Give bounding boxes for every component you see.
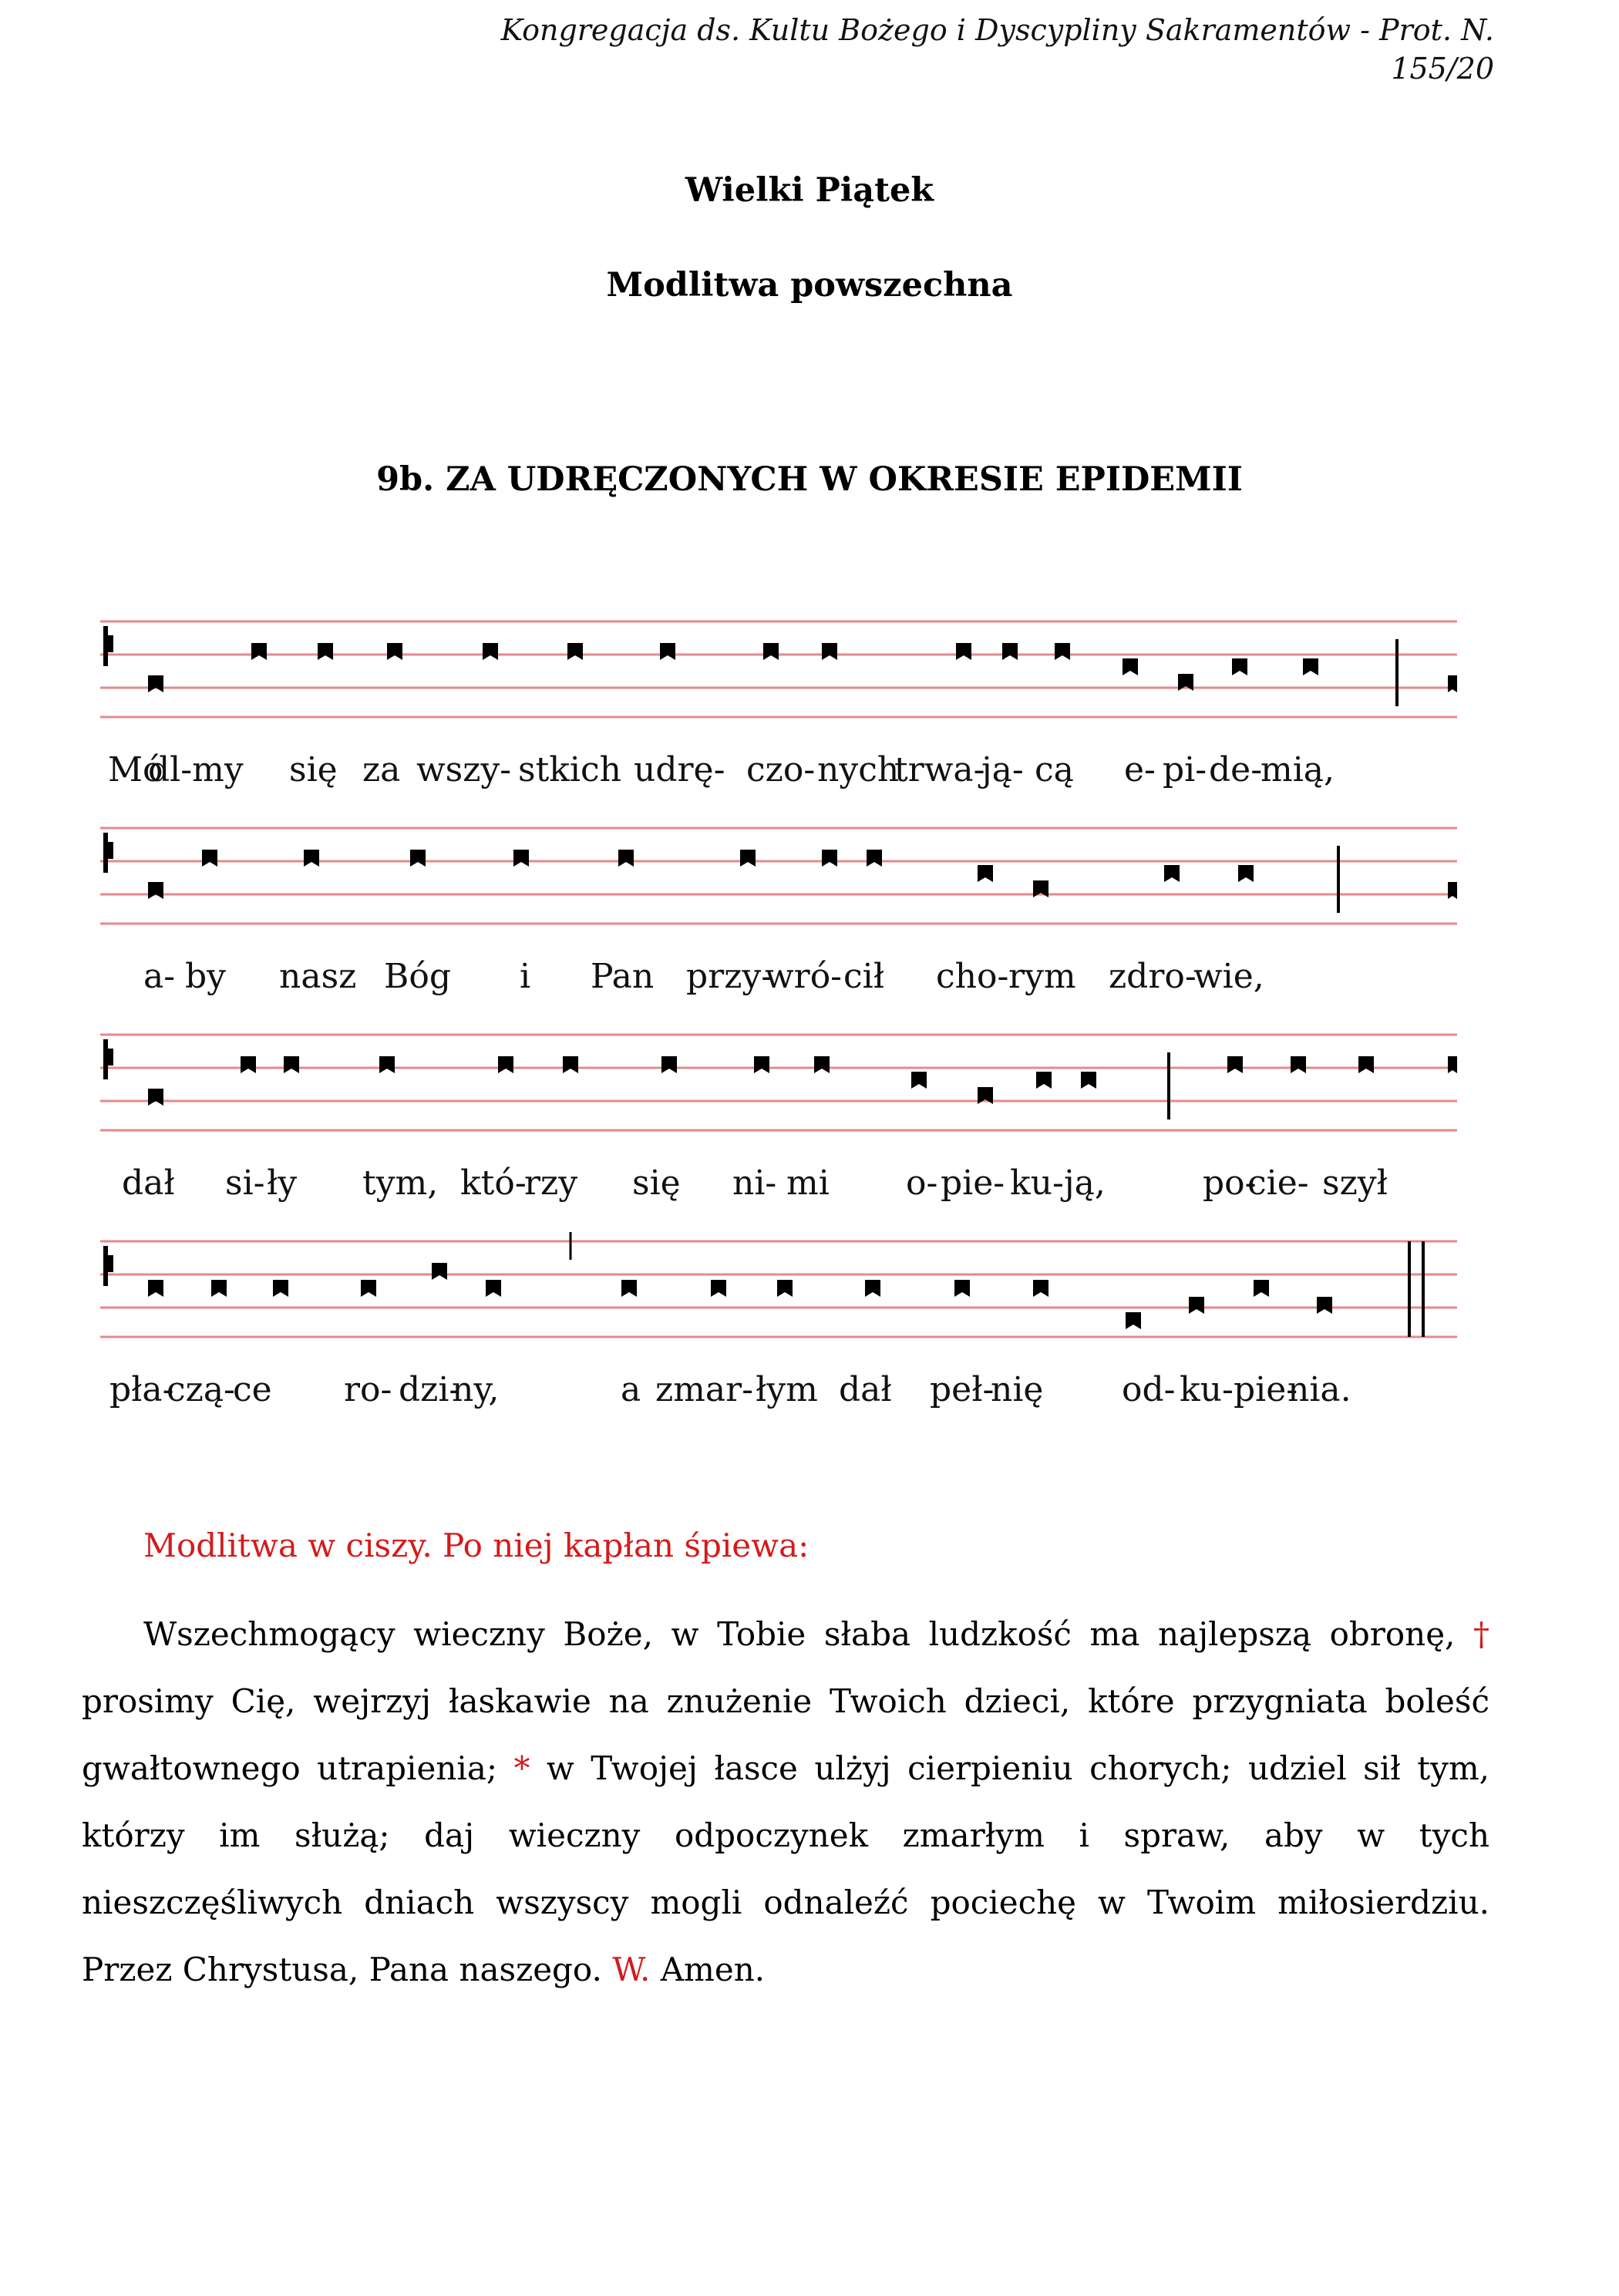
syllable: dzi- xyxy=(399,1370,461,1409)
syllable: zdro- xyxy=(1109,957,1197,996)
syllable: przy- xyxy=(686,957,773,996)
syllable: ni- xyxy=(732,1163,777,1203)
section-title: 9b. ZA UDRĘCZONYCH W OKRESIE EPIDEMII xyxy=(376,460,1243,499)
syllable: pi- xyxy=(1163,750,1207,789)
syllable: a xyxy=(621,1370,641,1409)
syllable: e- xyxy=(1124,750,1156,789)
syllable: się xyxy=(289,750,338,789)
amen-text: Amen. xyxy=(650,1951,766,1988)
syllable: o- xyxy=(906,1163,938,1203)
chant-staff-4 xyxy=(100,1232,1457,1340)
syllable: ją, xyxy=(1064,1163,1106,1203)
syllable: stkich xyxy=(518,750,621,789)
syllable: dał xyxy=(839,1370,892,1409)
prayer-text xyxy=(82,1601,1489,2003)
c-clef-icon xyxy=(103,626,113,666)
syllable: by xyxy=(185,957,227,996)
syllable: wszy- xyxy=(416,750,512,789)
staff-notation-3 xyxy=(100,1025,1457,1133)
syllable: ce xyxy=(233,1370,272,1409)
syllable: ją- xyxy=(981,750,1024,789)
syllable: rym xyxy=(1008,957,1076,996)
prayer-part-1: Wszechmogący wieczny Boże, w Tobie słaba ludzkość ma najlepszą obronę, xyxy=(143,1615,1473,1653)
chant-lyrics-4 xyxy=(100,1369,1473,1415)
staff-notation-2 xyxy=(100,819,1457,927)
cross-mark: † xyxy=(1473,1615,1489,1653)
syllable: od- xyxy=(1122,1370,1176,1409)
prayer-part-2: prosimy Cię, wejrzyj łaskawie na znużenie Twoich dzieci, które przygniata boleść gwałtownego utrapienia; xyxy=(82,1682,1489,1787)
syllable: wró- xyxy=(765,957,843,996)
chant-staff-3 xyxy=(100,1025,1457,1133)
syllable: udrę- xyxy=(634,750,725,789)
syllable: peł- xyxy=(930,1370,995,1409)
syllable: Mó xyxy=(108,750,163,789)
syllable: mią, xyxy=(1261,750,1335,789)
syllable: cił xyxy=(843,957,884,996)
chant-staff-2 xyxy=(100,819,1457,927)
syllable: de- xyxy=(1209,750,1263,789)
syllable: dał xyxy=(122,1163,175,1203)
asterisk-mark: * xyxy=(513,1749,530,1787)
syllable: czo- xyxy=(746,750,816,789)
staff-notation-1 xyxy=(100,612,1457,720)
syllable: ny, xyxy=(452,1370,500,1409)
syllable: a- xyxy=(143,957,176,996)
staff-notation-4 xyxy=(100,1232,1457,1340)
chant-lyrics-3 xyxy=(100,1162,1473,1208)
syllable: się xyxy=(632,1163,681,1203)
c-clef-icon xyxy=(103,833,113,873)
syllable: łym xyxy=(756,1370,818,1409)
syllable: po- xyxy=(1203,1163,1257,1203)
page-title: Wielki Piątek xyxy=(685,171,934,210)
syllable: któ- xyxy=(460,1163,527,1203)
chant-staff-1 xyxy=(100,612,1457,720)
syllable: cho- xyxy=(936,957,1009,996)
syllable: si- xyxy=(225,1163,265,1203)
syllable: za xyxy=(362,750,401,789)
chant-lyrics-1 xyxy=(100,749,1473,795)
syllable: nych xyxy=(817,750,900,789)
syllable: tym, xyxy=(362,1163,439,1203)
syllable: Bóg xyxy=(384,957,451,996)
syllable: zmar- xyxy=(655,1370,754,1409)
syllable: pła- xyxy=(109,1370,174,1409)
syllable: pie- xyxy=(1234,1370,1298,1409)
syllable: nasz xyxy=(279,957,357,996)
syllable: nia. xyxy=(1287,1370,1351,1409)
response-mark: W. xyxy=(612,1951,651,1988)
syllable: ku- xyxy=(1010,1163,1064,1203)
syllable: ku- xyxy=(1180,1370,1234,1409)
syllable: cie- xyxy=(1247,1163,1309,1203)
syllable: Pan xyxy=(591,957,655,996)
syllable: wie, xyxy=(1193,957,1264,996)
prayer-part-3: w Twojej łasce ulżyj cierpieniu chorych; udziel sił tym, którzy im służą; daj wieczny odpoczynek zmarłym i spraw, aby w tych nieszczęśliwych dniach wszyscy mogli odnaleźć pociechę w Twoim miłosierdziu. Przez Chrystusa, Pana naszego. xyxy=(82,1749,1489,1988)
syllable: szył xyxy=(1322,1163,1388,1203)
syllable: dl-my xyxy=(148,750,244,789)
syllable: cą xyxy=(1035,750,1074,789)
c-clef-icon xyxy=(103,1246,113,1286)
syllable: mi xyxy=(786,1163,830,1203)
syllable: rzy xyxy=(524,1163,578,1203)
syllable: trwa- xyxy=(894,750,985,789)
rubric: Modlitwa w ciszy. Po niej kapłan śpiewa: xyxy=(143,1527,810,1564)
syllable: ły xyxy=(267,1163,298,1203)
syllable: pie- xyxy=(941,1163,1005,1203)
page-subtitle: Modlitwa powszechna xyxy=(606,266,1013,305)
syllable: nię xyxy=(991,1370,1044,1409)
syllable: ro- xyxy=(344,1370,392,1409)
syllable: czą- xyxy=(167,1370,235,1409)
chant-lyrics-2 xyxy=(100,955,1473,1002)
document-reference: Kongregacja ds. Kultu Bożego i Dyscypliny Sakramentów - Prot. N. 155/20 xyxy=(500,13,1494,86)
c-clef-icon xyxy=(103,1039,113,1079)
syllable: i xyxy=(520,957,531,996)
